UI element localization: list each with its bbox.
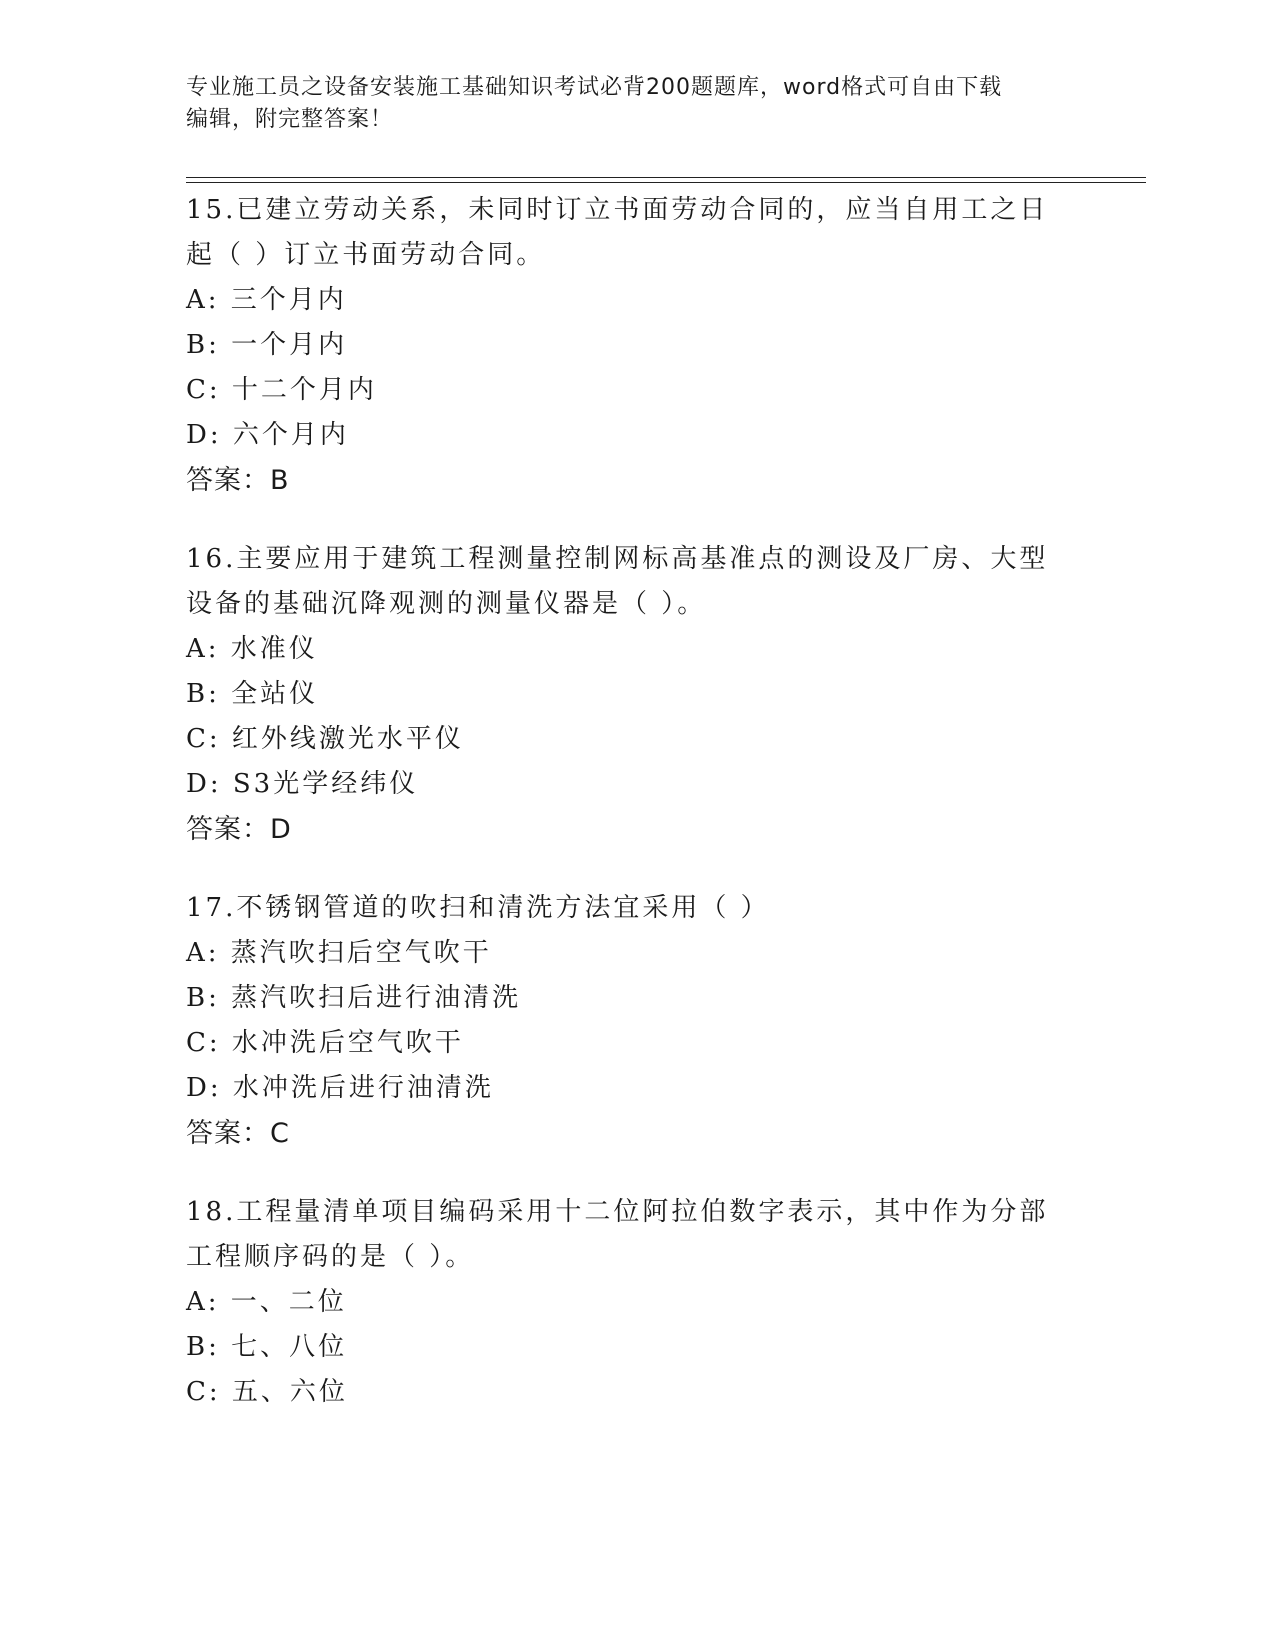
header-line-1: 专业施工员之设备安装施工基础知识考试必背200题题库，word格式可自由下载 xyxy=(186,75,1003,100)
option-c: C: 五、六位 xyxy=(186,1377,348,1407)
option-a: A: 蒸汽吹扫后空气吹干 xyxy=(186,938,492,968)
question-stem: 18.工程量清单项目编码采用十二位阿拉伯数字表示，其中作为分部工程顺序码的是（ ）。 xyxy=(186,1197,1049,1272)
question-15 xyxy=(186,188,1076,503)
option-d: D: 六个月内 xyxy=(186,420,349,450)
header-line-2: 编辑，附完整答案！ xyxy=(186,107,394,132)
question-list xyxy=(186,188,1076,1449)
answer: 答案：C xyxy=(186,1118,290,1149)
question-18 xyxy=(186,1190,1076,1415)
option-c: C: 水冲洗后空气吹干 xyxy=(186,1028,464,1058)
option-d: D: 水冲洗后进行油清洗 xyxy=(186,1073,494,1103)
header-divider-bottom xyxy=(186,182,1146,183)
option-b: B: 一个月内 xyxy=(186,330,348,360)
question-stem: 16.主要应用于建筑工程测量控制网标高基准点的测设及厂房、大型设备的基础沉降观测的测量仪器是（ ）。 xyxy=(186,544,1049,619)
header-divider-top xyxy=(186,177,1146,178)
question-stem: 15.已建立劳动关系，未同时订立书面劳动合同的，应当自用工之日起（ ）订立书面劳动合同。 xyxy=(186,195,1049,270)
option-b: B: 全站仪 xyxy=(186,679,319,709)
question-17 xyxy=(186,886,1076,1156)
question-16 xyxy=(186,537,1076,852)
option-a: A: 一、二位 xyxy=(186,1287,347,1317)
option-b: B: 七、八位 xyxy=(186,1332,348,1362)
option-a: A: 水准仪 xyxy=(186,634,318,664)
option-d: D: S3光学经纬仪 xyxy=(186,769,419,799)
option-a: A: 三个月内 xyxy=(186,285,347,315)
option-b: B: 蒸汽吹扫后进行油清洗 xyxy=(186,983,522,1013)
question-stem: 17.不锈钢管道的吹扫和清洗方法宜采用（ ） xyxy=(186,893,770,923)
answer: 答案：B xyxy=(186,465,290,496)
answer: 答案：D xyxy=(186,814,292,845)
document-header xyxy=(186,72,1066,136)
option-c: C: 十二个月内 xyxy=(186,375,377,405)
option-c: C: 红外线激光水平仪 xyxy=(186,724,464,754)
